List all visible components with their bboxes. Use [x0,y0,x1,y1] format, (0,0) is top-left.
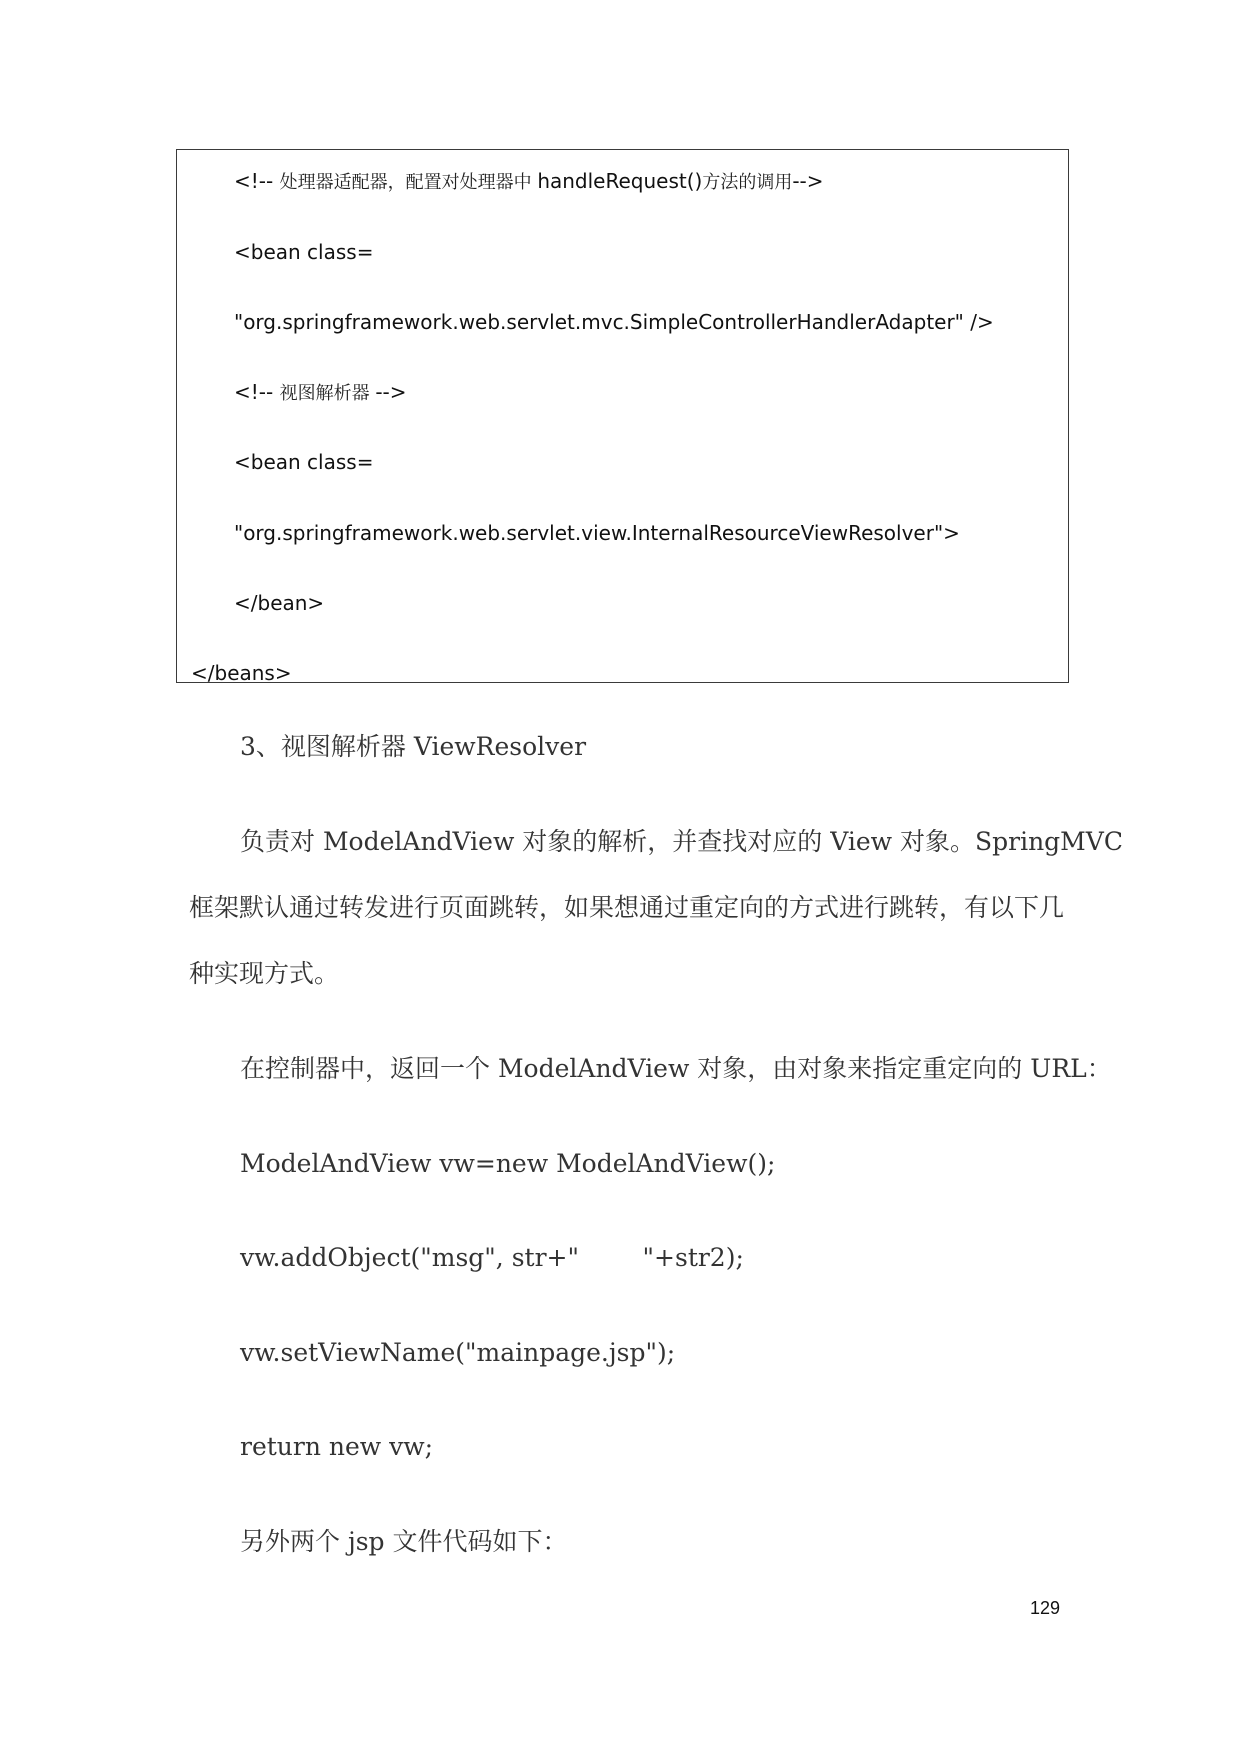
code-example-line-2: vw.addObject("msg", str+" "+str2); [240,1243,744,1272]
code-example-line-3: vw.setViewName("mainpage.jsp"); [240,1338,676,1367]
paragraph-1-line-2: 框架默认通过转发进行页面跳转，如果想通过重定向的方式进行跳转，有以下几 [189,893,1065,922]
comment-text-zh: 处理器适配器，配置对处理器中 [279,172,538,193]
code-bean-close: </bean> [234,591,325,615]
code-comment-handler-adapter [234,169,824,195]
paragraph-1-line-1: 负责对 ModelAndView 对象的解析，并查找对应的 View 对象。SpringMVC [240,827,1123,856]
paragraph-3: 另外两个 jsp 文件代码如下： [240,1527,568,1556]
comment-text-zh-2: 方法的调用 [702,172,793,193]
code-bean-class-1: "org.springframework.web.servlet.mvc.SimpleControllerHandlerAdapter" /> [234,310,994,334]
page-number: 129 [1030,1598,1061,1618]
code-example-line-4: return new vw; [240,1432,434,1461]
section-heading: 3、视图解析器 ViewResolver [240,732,587,761]
code-comment-view-resolver [234,380,407,406]
code-bean-open-2: <bean class= [234,450,374,474]
comment-text-zh: 视图解析器 [279,383,376,404]
comment-open: <!-- [234,169,280,193]
code-bean-class-2: "org.springframework.web.servlet.view.InternalResourceViewResolver"> [234,521,960,545]
comment-close: --> [792,169,824,193]
paragraph-2: 在控制器中，返回一个 ModelAndView 对象，由对象来指定重定向的 URL： [240,1054,1112,1083]
comment-text-en: handleRequest() [537,169,703,193]
comment-close: --> [375,380,407,404]
comment-open: <!-- [234,380,280,404]
code-beans-close: </beans> [191,661,292,685]
paragraph-1-line-3: 种实现方式。 [189,959,340,988]
code-example-line-1: ModelAndView vw=new ModelAndView(); [240,1149,776,1178]
code-bean-open-1: <bean class= [234,240,374,264]
